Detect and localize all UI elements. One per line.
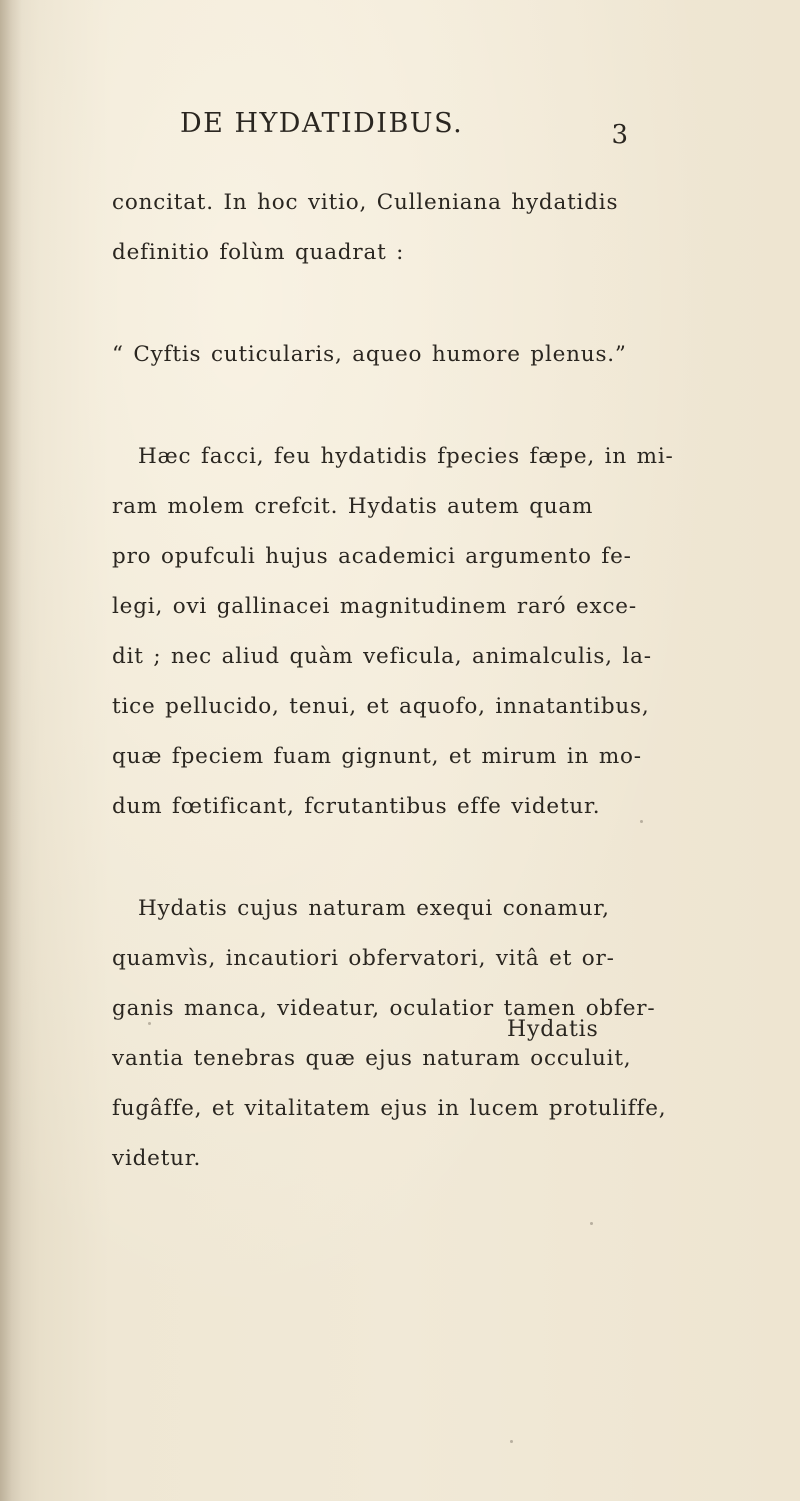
paragraph-gap (112, 278, 632, 330)
paper-fleck (590, 1222, 593, 1225)
text-line: quamvìs, incautiori obfervatori, vitâ et or- (112, 946, 615, 971)
text-line: legi, ovi gallinacei magnitudinem raró exce- (112, 594, 637, 619)
text-line: definitio folùm quadrat : (112, 240, 405, 265)
paragraph-gap (112, 380, 632, 432)
paper-fleck (148, 1022, 151, 1025)
text-line: pro opufculi hujus academici argumento fe- (112, 544, 632, 569)
text-line: vantia tenebras quæ ejus naturam occuluit, (112, 1046, 632, 1071)
text-line: concitat. In hoc vitio, Culleniana hydatidis (112, 190, 619, 215)
text-line: fugâffe, et vitalitatem ejus in lucem protuliffe, (112, 1096, 667, 1121)
paper-fleck (640, 820, 643, 823)
paragraph-gap (112, 832, 632, 884)
page-header (180, 108, 640, 152)
quotation-line: “ Cyftis cuticularis, aqueo humore plenus.” (112, 342, 627, 367)
text-line: quæ fpeciem fuam gignunt, et mirum in mo- (112, 744, 642, 769)
text-line: tice pellucido, tenui, et aquofo, innatantibus, (112, 694, 650, 719)
running-title: DE HYDATIDIBUS. (180, 108, 464, 139)
catchword: Hydatis (507, 1017, 599, 1042)
text-line: Hydatis cujus naturam exequi conamur, (138, 896, 610, 921)
text-line: ganis manca, videatur, oculatior tamen obfer- (112, 996, 656, 1021)
text-line: ram molem crefcit. Hydatis autem quam (112, 494, 594, 519)
text-line: videtur. (112, 1146, 202, 1171)
text-line: dum fœtificant, fcrutantibus effe videtur. (112, 794, 601, 819)
paper-fleck (510, 1440, 513, 1443)
text-line: Hæc facci, feu hydatidis fpecies fæpe, in mi- (138, 444, 674, 469)
page-number: 3 (611, 120, 628, 150)
text-line: dit ; nec aliud quàm veficula, animalculis, la- (112, 644, 652, 669)
